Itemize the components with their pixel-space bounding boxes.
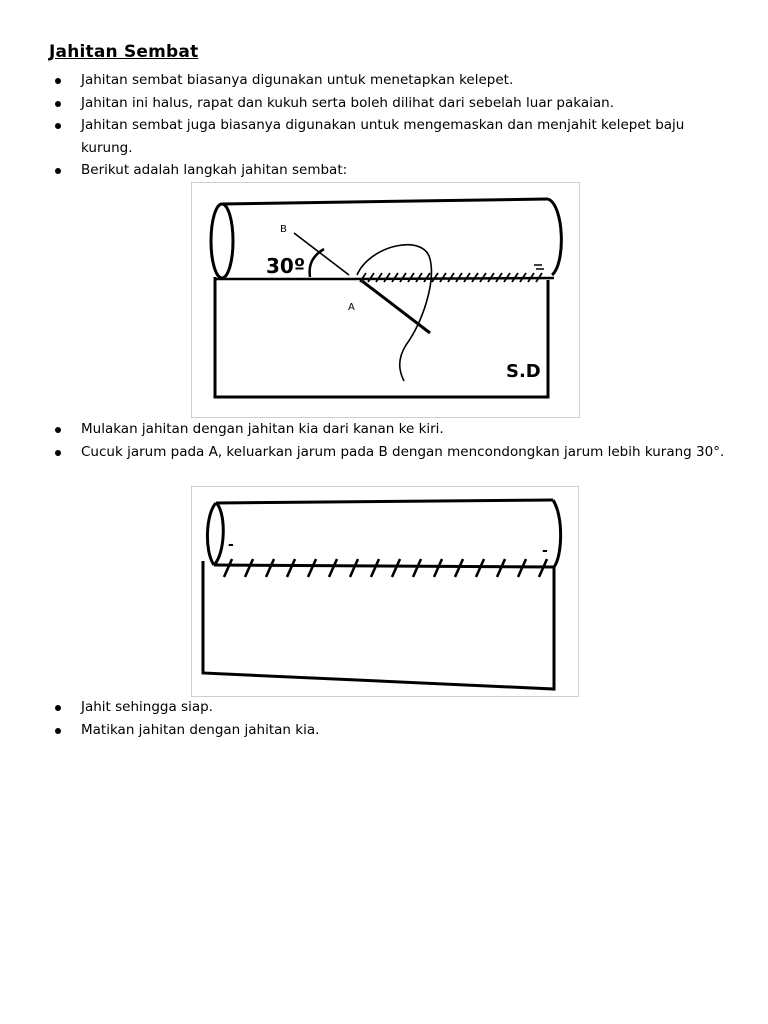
list-item-text: Jahitan sembat biasanya digunakan untuk menetapkan kelepet.: [81, 72, 514, 88]
bullet-icon: [55, 427, 61, 433]
fold-end-inner: [214, 503, 223, 565]
list-item: [0, 159, 768, 182]
label-b: B: [280, 224, 287, 235]
label-sd: S.D: [506, 361, 541, 382]
list-item-text: Cucuk jarum pada A, keluarkan jarum pada B dengan mencondongkan jarum lebih kurang 30°.: [81, 443, 725, 460]
completed-stitch-diagram: [192, 487, 578, 696]
stitch-angle-figure: [191, 182, 580, 418]
bullet-icon: [55, 78, 61, 84]
label-angle: 30º: [266, 254, 306, 278]
finish-list: [0, 696, 768, 741]
angle-arc: [310, 249, 324, 277]
bullet-icon: [55, 101, 61, 107]
end-mark: [534, 265, 544, 269]
seam-stitches: [360, 273, 542, 282]
bullet-icon: [55, 123, 61, 129]
seam-line: [352, 278, 554, 279]
list-item: [0, 719, 768, 742]
list-item: [0, 696, 768, 719]
intro-list: [0, 69, 768, 182]
list-item-text: Mulakan jahitan dengan jahitan kia dari kanan ke kiri.: [81, 421, 444, 437]
fold-end-right: [553, 500, 561, 567]
bullet-icon: [55, 705, 61, 711]
bullet-icon: [55, 450, 61, 456]
list-item-text: Matikan jahitan dengan jahitan kia.: [81, 721, 320, 738]
steps-list: [0, 418, 768, 463]
needle: [362, 281, 430, 333]
list-item-text: Berikut adalah langkah jahitan sembat:: [81, 162, 348, 178]
end-mark-right: -: [542, 543, 548, 559]
completed-stitch-figure: [191, 486, 579, 697]
fold-end-right: [548, 199, 561, 275]
list-item: [0, 92, 768, 115]
fold-top-edge: [222, 199, 548, 204]
end-mark-left: -: [228, 537, 234, 553]
list-item-text: Jahitan sembat juga biasanya digunakan untuk mengemaskan dan menjahit kelepet baju kurung.: [81, 117, 685, 156]
stitch-angle-diagram: [192, 183, 579, 417]
thread-loop: [357, 245, 431, 381]
fold-end-left: [207, 503, 216, 565]
bullet-icon: [55, 168, 61, 174]
list-item-text: Jahitan ini halus, rapat dan kukuh serta boleh dilihat dari sebelah luar pakaian.: [81, 94, 614, 111]
page-title: Jahitan Sembat: [49, 42, 199, 62]
list-item: [0, 114, 768, 159]
fold-top-edge: [216, 500, 553, 503]
label-a: A: [348, 302, 355, 313]
bullet-icon: [55, 728, 61, 734]
list-item: [0, 441, 768, 464]
fabric-outline: [203, 561, 554, 689]
list-item: [0, 418, 768, 441]
list-item-text: Jahit sehingga siap.: [81, 699, 213, 715]
list-item: [0, 69, 768, 92]
fold-end-left: [211, 204, 233, 278]
